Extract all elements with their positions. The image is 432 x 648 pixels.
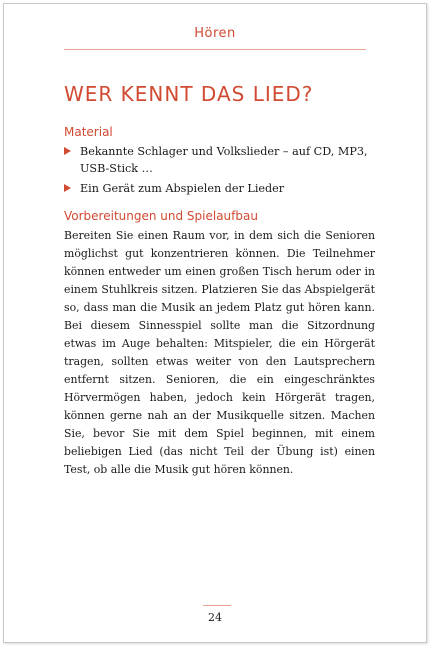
triangle-bullet-icon [64,184,71,192]
list-item [64,180,384,197]
material-list [64,143,384,200]
list-item-text: Bekannte Schlager und Volkslieder – auf CD, MP3, USB-Stick … [80,145,368,175]
list-item-text: Ein Gerät zum Abspielen der Lieder [80,182,285,195]
preparation-paragraph: Bereiten Sie einen Raum vor, in dem sich die Senioren möglichst gut konzentrieren können. Die Teilnehmer können entweder um einen großen Tisch herum oder in einem Stuhlkreis sitzen. Platzieren Sie das Abspielgerät so, dass man die Musik an jedem Platz gut hören kann. Bei diesem Sinnesspiel sollte man die Sitzordnung etwas im Auge behalten: Mitspieler, die ein Hörgerät tragen, sollten etwas weiter von den Lautsprechern entfernt sitzen. Senioren, die ein eingeschränktes Hörvermögen haben, jedoch kein Hörgerät tragen, können gerne nah an der Musikquelle sitzen. Machen Sie, bevor Sie mit dem Spiel beginnen, mit einem beliebigen Lied (das nicht Teil der Übung ist) einen Test, ob alle die Musik gut hören können. [64,229,375,476]
footer-divider [203,605,231,606]
material-heading: Material [64,125,113,139]
preparation-heading: Vorbereitungen und Spielaufbau [64,209,258,223]
list-item [64,143,384,177]
triangle-bullet-icon [64,147,71,155]
book-page [3,3,427,643]
chapter-title: WER KENNT DAS LIED? [64,82,314,106]
running-head: Hören [194,26,236,41]
page-number: 24 [208,611,222,624]
header-divider [64,49,366,50]
